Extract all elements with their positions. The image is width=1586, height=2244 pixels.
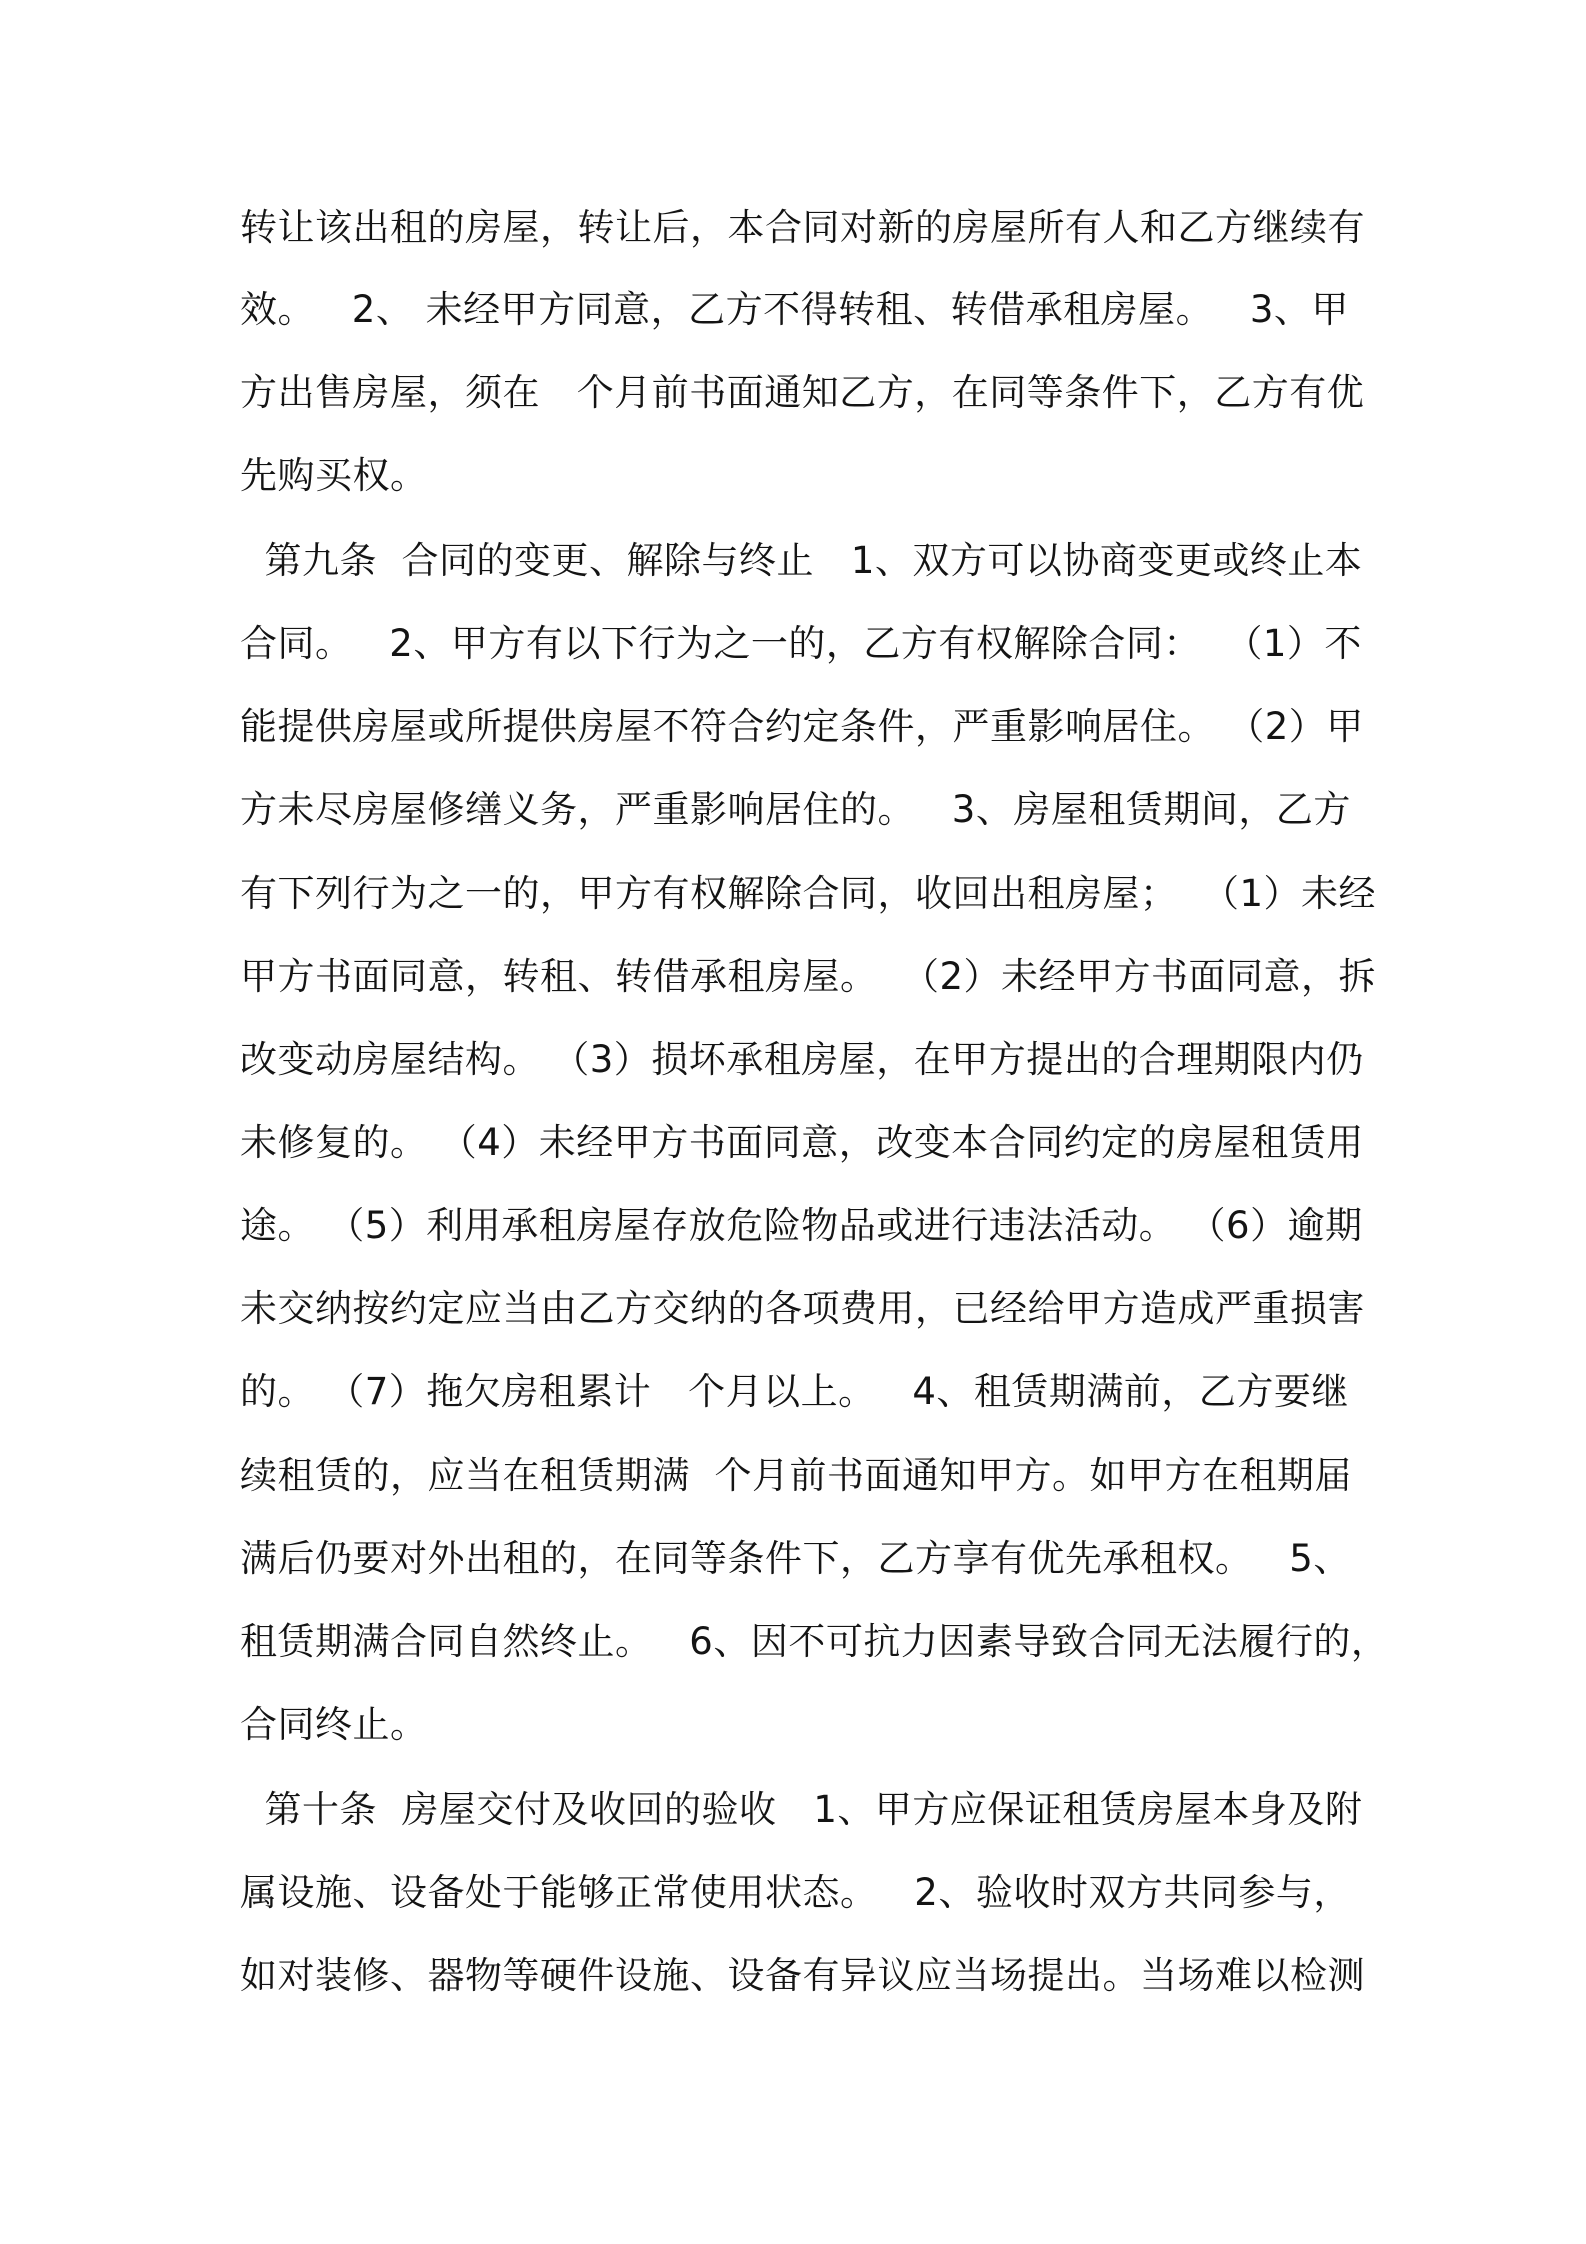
text-line: 未交纳按约定应当由乙方交纳的各项费用，已经给甲方造成严重损害	[240, 1287, 1365, 1330]
text-line: 满后仍要对外出租的，在同等条件下，乙方享有优先承租权。 5、	[240, 1537, 1351, 1580]
text-line: 属设施、设备处于能够正常使用状态。 2、验收时双方共同参与，	[240, 1871, 1351, 1914]
text-line: 有下列行为之一的，甲方有权解除合同，收回出租房屋； （1）未经	[240, 872, 1377, 915]
section-heading-line: 第十条 房屋交付及收回的验收 1、甲方应保证租赁房屋本身及附	[240, 1788, 1363, 1831]
text-line: 合同。 2、甲方有以下行为之一的，乙方有权解除合同： （1）不	[240, 622, 1362, 665]
text-line: 效。 2、 未经甲方同意，乙方不得转租、转借承租房屋。 3、甲	[240, 288, 1349, 331]
text-line: 转让该出租的房屋，转让后，本合同对新的房屋所有人和乙方继续有	[240, 206, 1365, 249]
text-line: 如对装修、器物等硬件设施、设备有异议应当场提出。当场难以检测	[240, 1954, 1365, 1997]
text-line: 合同终止。	[240, 1703, 428, 1746]
text-line: 先购买权。	[240, 454, 428, 497]
text-line: 能提供房屋或所提供房屋不符合约定条件，严重影响居住。 （2）甲	[240, 705, 1364, 748]
text-line: 的。 （7）拖欠房租累计 个月以上。 4、租赁期满前，乙方要继	[240, 1370, 1349, 1413]
text-line: 方未尽房屋修缮义务，严重影响居住的。 3、房屋租赁期间，乙方	[240, 788, 1351, 831]
text-line: 改变动房屋结构。 （3）损坏承租房屋，在甲方提出的合理期限内仍	[240, 1038, 1364, 1081]
text-line: 续租赁的，应当在租赁期满 个月前书面通知甲方。如甲方在租期届	[240, 1454, 1353, 1497]
text-line: 甲方书面同意，转租、转借承租房屋。 （2）未经甲方书面同意，拆	[240, 955, 1377, 998]
text-line: 未修复的。 （4）未经甲方书面同意，改变本合同约定的房屋租赁用	[240, 1121, 1364, 1164]
text-line: 途。 （5）利用承租房屋存放危险物品或进行违法活动。 （6）逾期	[240, 1204, 1363, 1247]
section-heading-line: 第九条 合同的变更、解除与终止 1、双方可以协商变更或终止本	[240, 539, 1363, 582]
text-line: 方出售房屋，须在 个月前书面通知乙方，在同等条件下，乙方有优	[240, 371, 1365, 414]
text-line: 租赁期满合同自然终止。 6、因不可抗力因素导致合同无法履行的，	[240, 1620, 1389, 1663]
